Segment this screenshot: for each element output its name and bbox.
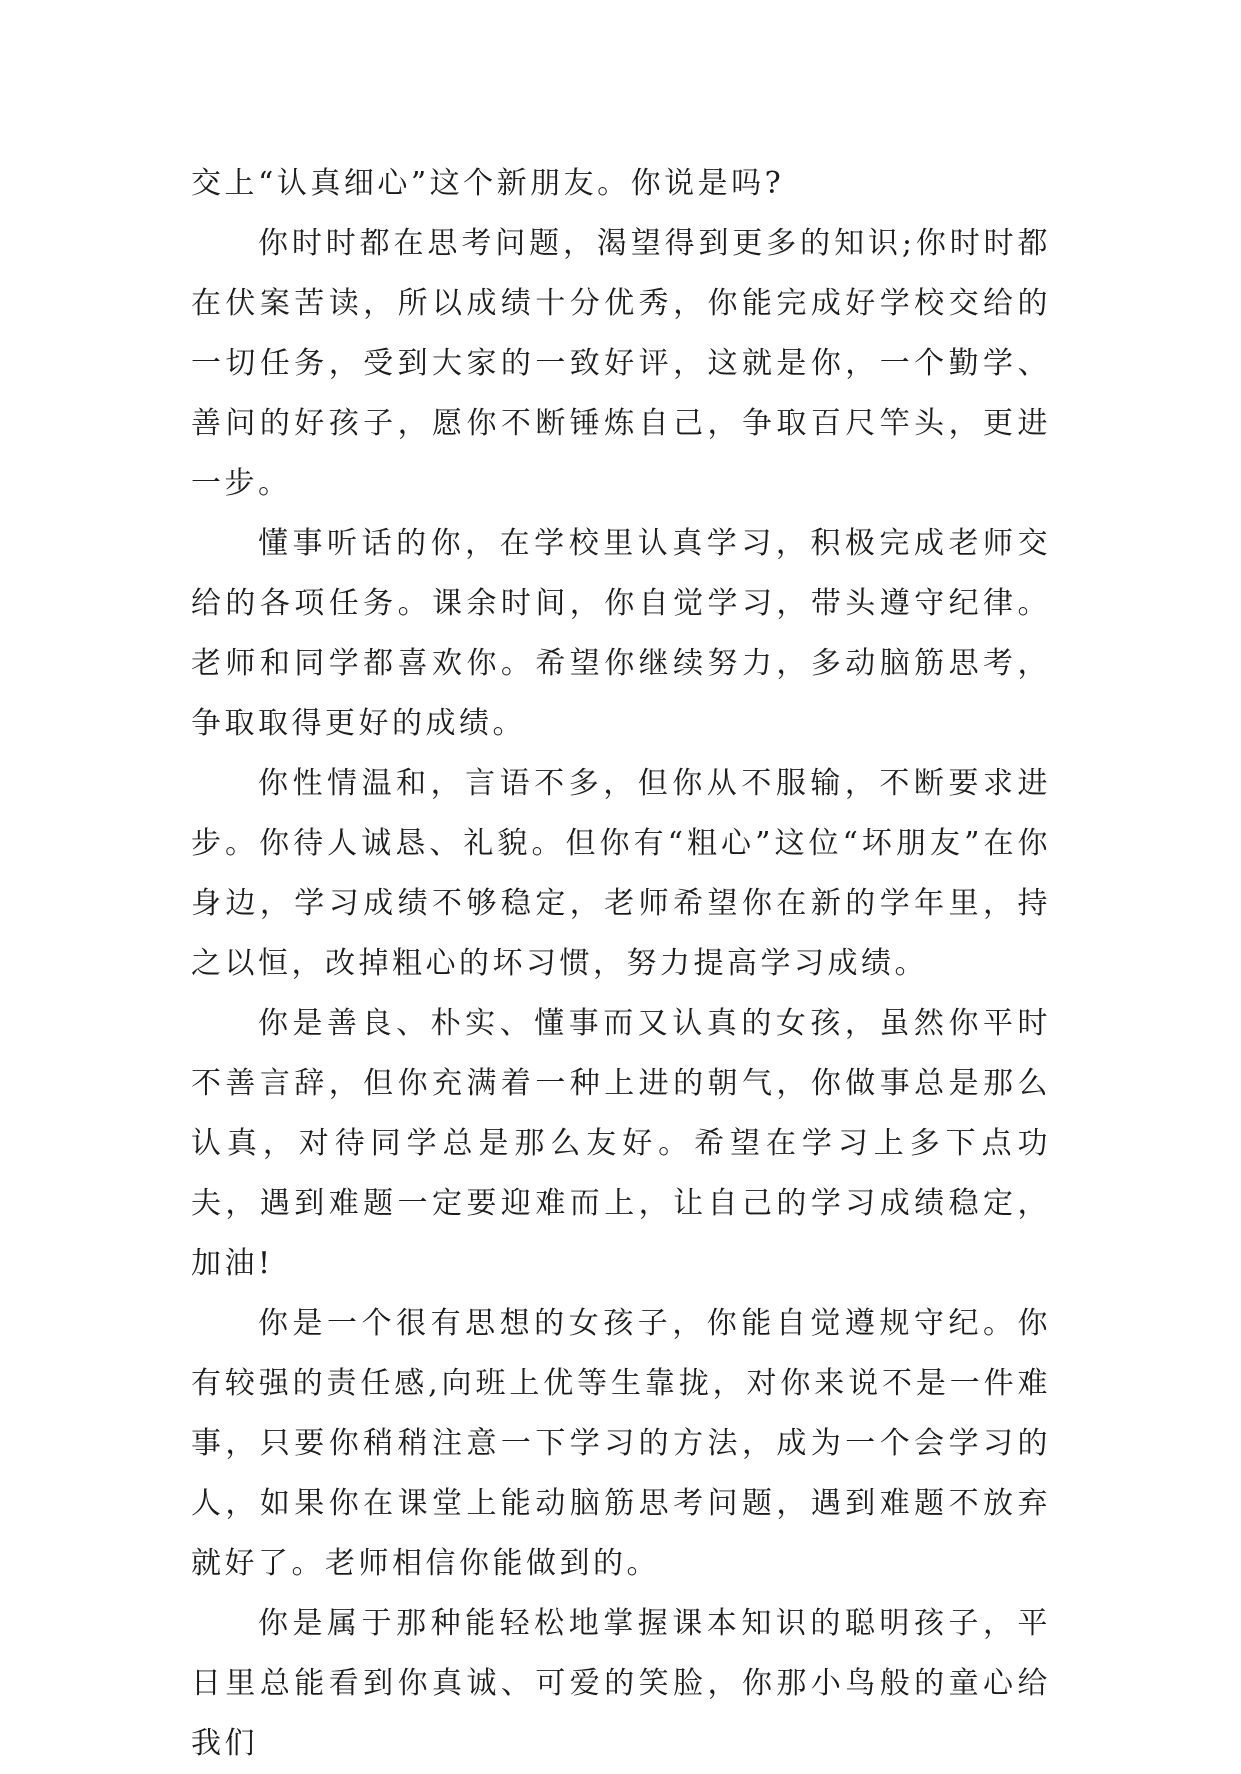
paragraph-1: 交上“认真细心”这个新朋友。你说是吗?: [191, 166, 785, 201]
paragraph-6: 你是一个很有思想的女孩子，你能自觉遵规守纪。你有较强的责任感,向班上优等生靠拢，对你来说不是一件难事，只要你稍稍注意一下学习的方法，成为一个会学习的人，如果你在课堂上能动脑筋思考问题，遇到难题不放弃就好了。老师相信你能做到的。: [191, 1306, 1051, 1581]
paragraph-2: 你时时都在思考问题，渴望得到更多的知识;你时时都在伏案苦读，所以成绩十分优秀，你能完成好学校交给的一切任务，受到大家的一致好评，这就是你，一个勤学、善问的好孩子，愿你不断锤炼自己，争取百尺竿头，更进一步。: [191, 226, 1051, 501]
paragraph-5: 你是善良、朴实、懂事而又认真的女孩，虽然你平时不善言辞，但你充满着一种上进的朝气，你做事总是那么认真，对待同学总是那么友好。希望在学习上多下点功夫，遇到难题一定要迎难而上，让自己的学习成绩稳定，加油!: [191, 1006, 1051, 1281]
document-body: [191, 154, 1051, 1774]
paragraph-7: 你是属于那种能轻松地掌握课本知识的聪明孩子，平日里总能看到你真诚、可爱的笑脸，你那小鸟般的童心给我们: [191, 1606, 1051, 1761]
paragraph-4: 你性情温和，言语不多，但你从不服输，不断要求进步。你待人诚恳、礼貌。但你有“粗心”这位“坏朋友”在你身边，学习成绩不够稳定，老师希望你在新的学年里，持之以恒，改掉粗心的坏习惯，努力提高学习成绩。: [191, 766, 1051, 981]
paragraph-3: 懂事听话的你，在学校里认真学习，积极完成老师交给的各项任务。课余时间，你自觉学习，带头遵守纪律。老师和同学都喜欢你。希望你继续努力，多动脑筋思考，争取取得更好的成绩。: [191, 526, 1051, 741]
